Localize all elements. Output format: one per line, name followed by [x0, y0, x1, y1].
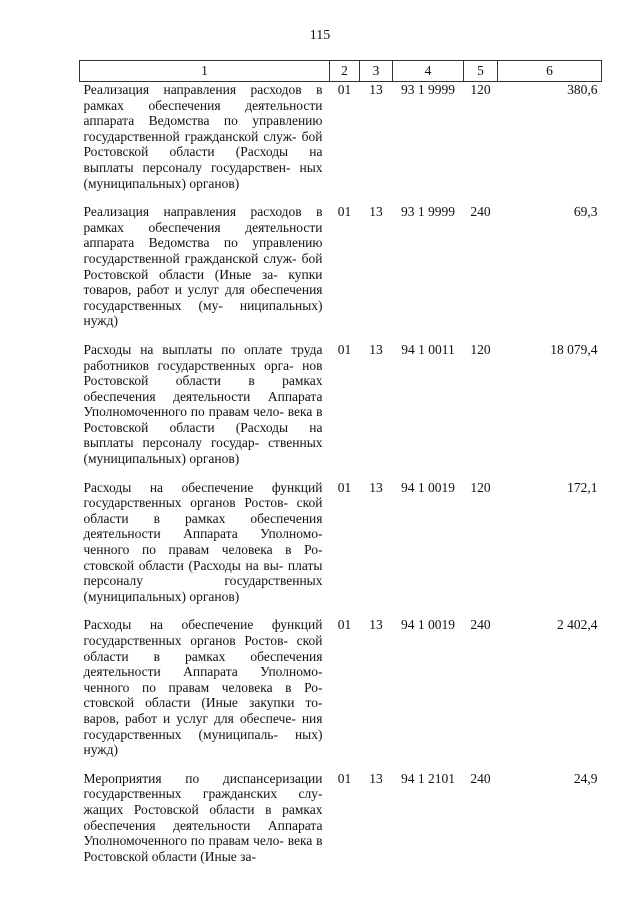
- row-description: [80, 204, 330, 342]
- description-line: Реализация направления расходов в: [83, 204, 323, 220]
- expense-type-code: 240: [470, 617, 491, 633]
- description-line: государственных гражданских слу-: [83, 786, 323, 802]
- expense-type-code: 120: [470, 341, 491, 357]
- expense-type-code: 240: [470, 204, 491, 220]
- section-code: 01: [337, 82, 352, 97]
- section-code: 01: [337, 479, 352, 495]
- description-line: ской области в рамках обеспечения: [83, 633, 323, 664]
- description-line: платы персоналу государственных: [83, 557, 323, 589]
- expense-type-code: 120: [470, 479, 491, 495]
- description-line: варов, работ и услуг для обеспече-: [83, 710, 296, 726]
- budget-table: [79, 60, 602, 877]
- expense-type-code: 120: [470, 82, 491, 97]
- section-code: 01: [337, 341, 352, 357]
- row-description: [80, 617, 330, 770]
- header-col-1: 1: [80, 61, 330, 82]
- target-article-code: 94 1 0019: [401, 479, 455, 495]
- description-line: ниципальных) нужд): [83, 297, 323, 329]
- table-row: [80, 771, 602, 878]
- description-line: века в Ростовской области (Расходы: [83, 404, 323, 435]
- header-col-4: 4: [393, 61, 464, 82]
- row-description: [80, 771, 330, 878]
- description-line: ных) нужд): [83, 726, 323, 758]
- target-article-code: 94 1 0019: [401, 617, 455, 633]
- description-line: деятельности Аппарата Уполномо-: [83, 526, 323, 542]
- description-line: ственных (муниципальных) органов): [83, 435, 323, 467]
- amount: 18 079,4: [550, 341, 598, 357]
- description-line: государственных органов Ростов-: [83, 633, 288, 648]
- description-line: рамках обеспечения деятельности: [83, 97, 323, 113]
- budget-table-container: [79, 60, 601, 877]
- header-col-6: 6: [498, 61, 602, 82]
- section-code: 01: [337, 770, 352, 786]
- description-line: государственной гражданской служ-: [83, 250, 297, 266]
- description-line: ченного по правам человека в Ро-: [83, 542, 323, 558]
- description-line: (муниципальных) органов): [83, 588, 240, 604]
- description-line: на выплаты персоналу государ-: [83, 419, 323, 451]
- amount: 172,1: [567, 479, 598, 495]
- table-row: [80, 82, 602, 205]
- description-line: аппарата Ведомства по управлению: [83, 235, 323, 251]
- description-line: нов Ростовской области в рамках: [83, 357, 323, 389]
- description-line: государственных органов Ростов-: [83, 495, 288, 511]
- description-line: ния государственных (муниципаль-: [83, 710, 323, 742]
- description-line: ской области в рамках обеспечения: [83, 495, 323, 526]
- table-row: [80, 204, 602, 342]
- description-line: века в Ростовской области (Иные за-: [83, 833, 323, 864]
- description-line: аппарата Ведомства по управлению: [83, 113, 323, 129]
- table-body: [80, 82, 602, 878]
- page-number: 115: [309, 28, 331, 43]
- description-line: стовской области (Расходы на вы-: [83, 557, 284, 573]
- description-line: деятельности Аппарата Уполномо-: [83, 664, 323, 680]
- description-line: рамках обеспечения деятельности: [83, 219, 323, 235]
- description-line: ных (муниципальных) органов): [83, 159, 323, 191]
- amount: 24,9: [573, 770, 598, 786]
- subsection-code: 13: [369, 617, 383, 633]
- header-col-2: 2: [330, 61, 360, 82]
- description-line: обеспечения государственных (му-: [83, 282, 323, 313]
- amount: 380,6: [567, 82, 598, 97]
- target-article-code: 94 1 2101: [401, 770, 455, 786]
- description-line: Уполномоченного по правам чело-: [83, 833, 284, 849]
- description-line: Реализация направления расходов в: [83, 82, 323, 97]
- description-line: работников государственных орга-: [83, 357, 294, 373]
- description-line: выплаты персоналу государствен-: [83, 159, 291, 175]
- description-line: бой Ростовской области (Расходы на: [83, 128, 323, 160]
- target-article-code: 93 1 9999: [401, 82, 455, 97]
- subsection-code: 13: [369, 479, 383, 495]
- description-line: государственной гражданской служ-: [83, 128, 297, 144]
- header-row: [80, 61, 602, 82]
- subsection-code: 13: [369, 770, 383, 786]
- description-line: Расходы на выплаты по оплате труда: [83, 341, 323, 357]
- header-col-5: 5: [464, 61, 498, 82]
- expense-type-code: 240: [470, 770, 491, 786]
- description-line: купки товаров, работ и услуг для: [83, 266, 323, 298]
- description-line: жащих Ростовской области в рамках: [83, 801, 323, 817]
- amount: 69,3: [573, 204, 598, 220]
- table-row: [80, 342, 602, 480]
- subsection-code: 13: [369, 204, 383, 220]
- header-col-3: 3: [360, 61, 393, 82]
- description-line: Расходы на обеспечение функций: [83, 479, 323, 495]
- description-line: обеспечения деятельности Аппарата: [83, 817, 323, 833]
- section-code: 01: [337, 204, 352, 220]
- description-line: Уполномоченного по правам чело-: [83, 404, 284, 420]
- target-article-code: 94 1 0011: [401, 341, 455, 357]
- subsection-code: 13: [369, 82, 383, 97]
- description-line: стовской области (Иные закупки то-: [83, 695, 323, 711]
- section-code: 01: [337, 617, 352, 633]
- description-line: обеспечения деятельности Аппарата: [83, 388, 323, 404]
- subsection-code: 13: [369, 341, 383, 357]
- row-description: [80, 342, 330, 480]
- table-row: [80, 480, 602, 618]
- description-line: бой Ростовской области (Иные за-: [83, 250, 323, 282]
- description-line: Мероприятия по диспансеризации: [83, 770, 323, 786]
- table-row: [80, 617, 602, 770]
- amount: 2 402,4: [557, 617, 598, 633]
- description-line: ченного по правам человека в Ро-: [83, 679, 323, 695]
- description-line: Расходы на обеспечение функций: [83, 617, 323, 633]
- target-article-code: 93 1 9999: [401, 204, 455, 220]
- row-description: [80, 480, 330, 618]
- row-description: [80, 82, 330, 205]
